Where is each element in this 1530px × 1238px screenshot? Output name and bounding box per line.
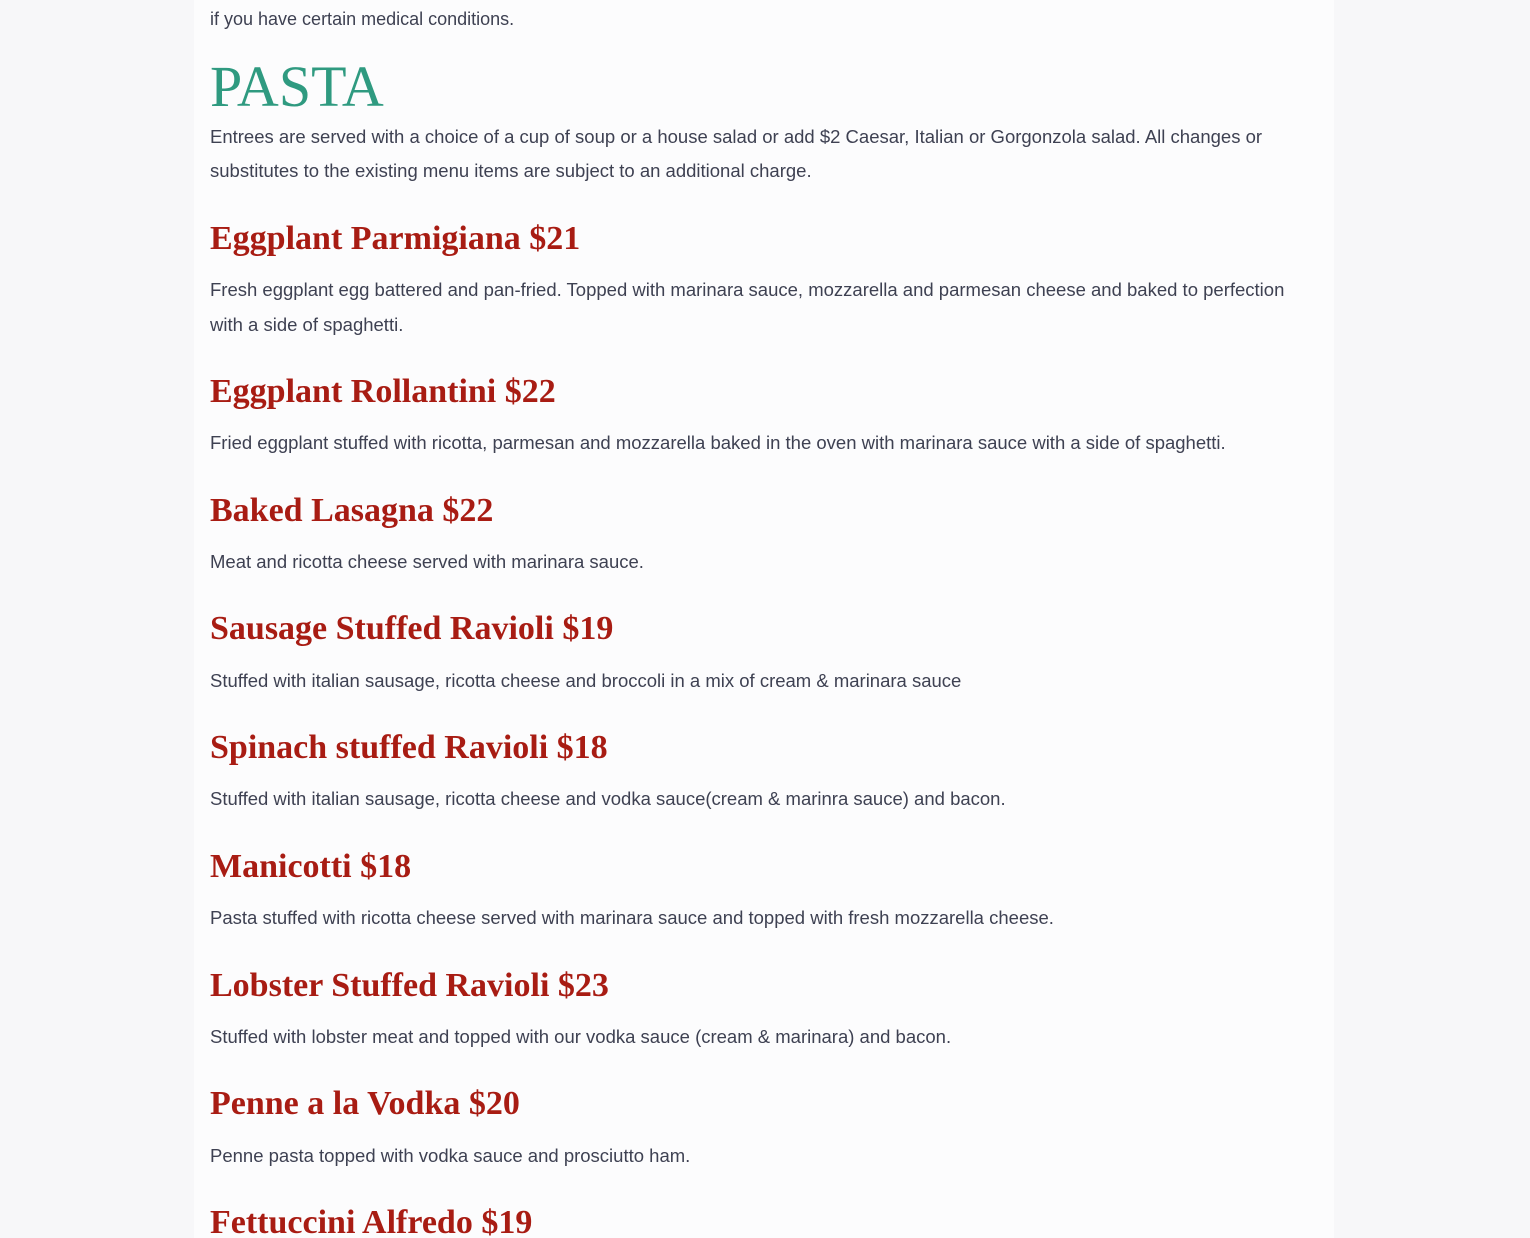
menu-item-description: Stuffed with italian sausage, ricotta cheese and broccoli in a mix of cream & marinara sauce	[210, 670, 962, 691]
menu-item-description: Stuffed with lobster meat and topped with our vodka sauce (cream & marinara) and bacon.	[210, 1026, 952, 1047]
menu-item-title: Eggplant Rollantini $22	[210, 373, 556, 410]
menu-item-description: Pasta stuffed with ricotta cheese served with marinara sauce and topped with fresh mozzarella cheese.	[210, 907, 1054, 928]
menu-item-title: Sausage Stuffed Ravioli $19	[210, 610, 614, 647]
menu-item-title: Manicotti $18	[210, 848, 412, 885]
menu-item-description: Fresh eggplant egg battered and pan-fried. Topped with marinara sauce, mozzarella and parmesan cheese and baked to perfection with a side of spaghetti.	[210, 279, 1285, 335]
menu-item-description: Penne pasta topped with vodka sauce and prosciutto ham.	[210, 1145, 691, 1166]
section-title: PASTA	[210, 54, 384, 119]
menu-item-title: Baked Lasagna $22	[210, 492, 494, 529]
menu-item-title: Fettuccini Alfredo $19	[210, 1204, 533, 1238]
menu-item-title: Spinach stuffed Ravioli $18	[210, 729, 608, 766]
medical-notice: if you have certain medical conditions.	[210, 9, 515, 29]
menu-item-title: Lobster Stuffed Ravioli $23	[210, 967, 609, 1004]
menu-item-description: Fried eggplant stuffed with ricotta, parmesan and mozzarella baked in the oven with marinara sauce with a side of spaghetti.	[210, 432, 1226, 453]
menu-item-description: Stuffed with italian sausage, ricotta cheese and vodka sauce(cream & marinra sauce) and bacon.	[210, 788, 1006, 809]
section-intro: Entrees are served with a choice of a cup of soup or a house salad or add $2 Caesar, Italian or Gorgonzola salad. All changes or substitutes to the existing menu items are subject to an additional charge.	[210, 126, 1263, 181]
menu-item-description: Meat and ricotta cheese served with marinara sauce.	[210, 551, 644, 572]
menu-content	[194, 0, 1334, 1238]
menu-item-title: Penne a la Vodka $20	[210, 1085, 520, 1122]
menu-item-title: Eggplant Parmigiana $21	[210, 220, 581, 257]
